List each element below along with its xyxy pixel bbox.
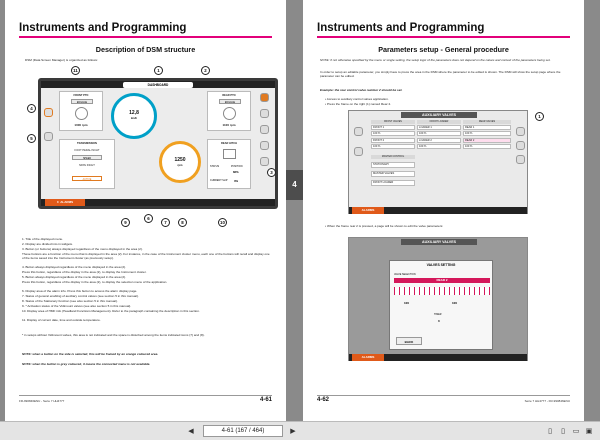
prev-page-icon[interactable]: ◀ bbox=[188, 427, 194, 435]
hitch-icon bbox=[223, 149, 236, 159]
page-footer bbox=[317, 395, 570, 407]
example: Example: the rear control valve number 2 should be set. bbox=[320, 88, 403, 92]
side-button[interactable] bbox=[516, 155, 525, 164]
valve-loader-1-pct: 100 % bbox=[417, 131, 461, 136]
valve-selection-label: VALVE SELECTION bbox=[394, 273, 416, 276]
callout-9: 9 bbox=[121, 218, 130, 227]
list-item: 4. Button always displayed regardless of the menu displayed in the area (2). bbox=[22, 265, 127, 269]
active-button[interactable]: ACTIVE bbox=[72, 176, 102, 181]
alarm-count: 0 bbox=[56, 200, 59, 204]
page-footer bbox=[19, 395, 272, 407]
page-number: 4-62 bbox=[317, 397, 330, 403]
next-page-icon[interactable]: ▶ bbox=[290, 427, 296, 435]
list-item: 2. Display are divided into in widgets. bbox=[22, 242, 73, 246]
side-button[interactable] bbox=[354, 147, 363, 156]
page-header bbox=[19, 18, 272, 38]
front-pto-label: FRONT PTO bbox=[73, 94, 89, 97]
callout-4: 4 bbox=[27, 104, 36, 113]
pto-icon bbox=[75, 107, 88, 120]
screen-title: AUXILIARY VALVES bbox=[401, 112, 477, 118]
list-item: 10. Display area of HMF info (Headland Functions Management). Refer to the paragraph containing the description in this section. bbox=[22, 309, 200, 313]
valve-rear-2[interactable]: REAR 2 bbox=[463, 138, 511, 143]
side-button[interactable] bbox=[516, 127, 525, 136]
valve-loader-2-pct: 100 % bbox=[417, 144, 461, 149]
timer-label: TIMER bbox=[434, 313, 442, 316]
page-number-box[interactable]: 4-61 (167 / 464) bbox=[203, 425, 283, 437]
col-front-valves: FRONT VALVES bbox=[371, 120, 415, 124]
valve-front-2-pct: 100 % bbox=[371, 144, 415, 149]
valve-rear-1[interactable]: REAR 1 bbox=[463, 125, 511, 130]
section-title: Parameters setup - General procedure bbox=[378, 45, 509, 54]
note: NOTE: if not otherwise specified by the menu or single setting, the setup logic of the parameters does not depend on the nature and context of the parameters being set. bbox=[320, 58, 551, 62]
right-page bbox=[303, 0, 584, 421]
fullscreen-icon[interactable]: ▣ bbox=[585, 427, 593, 435]
foot-pedal-label: FOOT PEDAL INCHT bbox=[74, 149, 100, 152]
speed-gauge bbox=[111, 93, 157, 139]
side-button-5[interactable] bbox=[260, 157, 269, 166]
master-control-label: MASTER CONTROL bbox=[371, 155, 415, 159]
engine-unit: rpm bbox=[177, 164, 183, 167]
transmission-label: TRANSMISSION bbox=[77, 142, 97, 145]
back-label: BACK bbox=[404, 340, 414, 344]
valve-rear-2-pct: 100 % bbox=[463, 144, 511, 149]
side-button-2[interactable] bbox=[260, 109, 269, 118]
list-item: 7. Status of general enabling of auxiliary control valves (see section 5 in this manual). bbox=[22, 294, 139, 298]
bullet-text: Access to auxiliary control valves application. bbox=[326, 97, 389, 101]
side-button-3[interactable] bbox=[260, 125, 269, 134]
rear-pto-widget[interactable] bbox=[207, 91, 251, 131]
front-rpm: 1000 rpm bbox=[74, 123, 88, 127]
footer-doc-id: Serie 7 HH4777 - FR-990846ENU bbox=[524, 399, 570, 403]
front-pto-widget[interactable] bbox=[59, 91, 103, 131]
fit-icon[interactable]: ▭ bbox=[572, 427, 580, 435]
dashboard-title: DASHBOARD bbox=[123, 82, 193, 88]
paragraph: In order to setup an editable parameter, you simply have to press the area in the DSM where the parameter to be edited is shown. The DSM will show the setup page where the parameter can be edited. bbox=[320, 70, 561, 79]
rear-hitch-widget[interactable] bbox=[207, 139, 251, 189]
page-header bbox=[317, 18, 570, 38]
speed-unit: km/h bbox=[130, 117, 138, 120]
callout-5: 5 bbox=[27, 134, 36, 143]
valve-selector[interactable]: REAR 2 bbox=[394, 278, 490, 283]
back-button[interactable] bbox=[396, 337, 422, 345]
two-page-icon[interactable]: ▯ bbox=[561, 427, 565, 435]
master-valves-item[interactable]: MASTER VALVES bbox=[371, 171, 415, 177]
side-button[interactable] bbox=[354, 127, 363, 136]
speed-button[interactable]: SPEED bbox=[72, 155, 102, 160]
front-loader-item[interactable]: FRONT LOADER bbox=[371, 180, 415, 186]
col-front-loader: FRONT LOADER bbox=[417, 120, 461, 124]
footnote: * in setups without Vidimount valves, this area is not indicated and the space is disturbed among the items indicated icons (7) and (8). bbox=[22, 333, 205, 337]
single-page-icon[interactable]: ▯ bbox=[548, 427, 552, 435]
valves-setting-dialog bbox=[389, 260, 493, 350]
pto-icon bbox=[223, 107, 236, 120]
callout-2: 2 bbox=[201, 66, 210, 75]
side-button-1[interactable] bbox=[260, 93, 269, 102]
slip-value: 3% bbox=[234, 179, 239, 183]
viewer-toolbar bbox=[0, 421, 600, 440]
callout-1: 1 bbox=[154, 66, 163, 75]
side-button[interactable] bbox=[516, 141, 525, 150]
bullet-2: • Press the frame on the right (1) named Rear 2. bbox=[325, 102, 392, 106]
flow-scale bbox=[394, 287, 490, 295]
screen-title: AUXILIARY VALVES bbox=[401, 239, 477, 245]
valve-loader-1[interactable]: LOADER 1 bbox=[417, 125, 461, 130]
status-label: STATUS bbox=[210, 165, 220, 168]
callout-1: 1 bbox=[535, 112, 544, 121]
header-title: Instruments and Programming bbox=[19, 22, 187, 34]
callout-6: 6 bbox=[144, 214, 153, 223]
callout-3: 3 bbox=[267, 168, 276, 177]
alarms-button[interactable]: ALARMS bbox=[352, 207, 384, 214]
side-button-4[interactable] bbox=[260, 141, 269, 150]
valve-front-1[interactable]: FRONT 1 bbox=[371, 125, 415, 130]
list-item: These buttons are a function of the menu that is displayed in the area (2). For instance, in the case of the Instrument cluster menu, each one of the buttons will recall and display one of the items saved into the Instrument cluster (as previously setup). bbox=[22, 252, 270, 261]
dsm-screen bbox=[38, 78, 278, 209]
valve-rear-1-pct: 100 % bbox=[463, 131, 511, 136]
engine-gauge bbox=[159, 141, 201, 183]
slip-label: CURRENT SLIP bbox=[210, 179, 228, 182]
position-label: POSITION bbox=[231, 165, 243, 168]
list-item: Press this button, regardless of the display in the area (2), to display the Instrument cluster. bbox=[22, 270, 147, 274]
application-menu-button[interactable] bbox=[44, 132, 53, 141]
flow-value-2[interactable]: 100 bbox=[452, 301, 458, 305]
position-value: 82% bbox=[233, 170, 239, 174]
speed-value: 12,8 bbox=[129, 110, 139, 116]
list-item: Press this button, regardless of the display in the area (2), to display the selection menu of the application. bbox=[22, 280, 168, 284]
valve-loader-2[interactable]: LOADER 2 bbox=[417, 138, 461, 143]
section-title: Description of DSM structure bbox=[95, 45, 196, 54]
left-page bbox=[5, 0, 286, 421]
col-rear-valves: REAR VALVES bbox=[463, 120, 511, 124]
list-item: 6. Display area of the alarm info. Press this button to access the alarm display page. bbox=[22, 289, 138, 293]
valve-front-2[interactable]: FRONT 2 bbox=[371, 138, 415, 143]
engine-value: 1250 bbox=[174, 157, 186, 163]
alarms-button[interactable] bbox=[45, 199, 85, 206]
stationary-item[interactable]: STATIONARY bbox=[371, 162, 415, 168]
note-1: NOTE: when a button on the side is selected, this will be framed by an orange coloured area. bbox=[22, 352, 159, 356]
list-item: 1. Title of the displayed menu. bbox=[22, 237, 64, 241]
callout-11: 11 bbox=[71, 66, 80, 75]
front-engage-button[interactable]: ENGAGE bbox=[71, 99, 93, 104]
list-item: 8. Status of the Stationary function (see also section 5 in this manual). bbox=[22, 299, 118, 303]
list-item: 11. Display of current date, time and outside temperature. bbox=[22, 318, 101, 322]
note-2: NOTE: when the button is grey coloured, it means the connected menu is not available. bbox=[22, 362, 151, 366]
bullet-text: When the frame rear 2 is pressed, a page will be shown to edit the valve parameters: bbox=[326, 224, 444, 228]
alarms-label: ALARMS bbox=[60, 200, 74, 204]
bullet-1: • Access to auxiliary control valves application. bbox=[325, 97, 389, 101]
header-title: Instruments and Programming bbox=[317, 22, 485, 34]
callout-10: 10 bbox=[218, 218, 227, 227]
rear-pto-label: REAR PTO bbox=[222, 94, 236, 97]
list-item: 3. Button (or buttons) always displayed regardless of the menu displayed in the area (2). bbox=[22, 247, 143, 251]
rear-hitch-label: REAR HITCH bbox=[221, 142, 237, 145]
rear-engage-button[interactable]: ENGAGE bbox=[219, 99, 241, 104]
list-item: 5. Button always displayed regardless of the menu displayed in the area (2). bbox=[22, 275, 127, 279]
page-number: 4-61 bbox=[259, 397, 272, 403]
bullet-3: • When the frame rear 2 is pressed, a page will be shown to edit the valve parameters: bbox=[325, 224, 444, 228]
timer-value[interactable]: 0 bbox=[438, 319, 440, 323]
chapter-tab: 4 bbox=[286, 170, 303, 200]
bullet-text: Press the frame on the right (1) named Rear 2. bbox=[326, 102, 392, 106]
dialog-title: VALVES SETTING bbox=[426, 263, 456, 267]
valves-setting-screen bbox=[348, 237, 528, 361]
transmission-widget[interactable] bbox=[59, 139, 115, 189]
instrument-cluster-button[interactable] bbox=[44, 108, 53, 117]
aux-valves-screen bbox=[348, 110, 528, 214]
rear-rpm: 1100 rpm bbox=[222, 123, 236, 127]
valve-front-1-pct: 100 % bbox=[371, 131, 415, 136]
list-item: 9. * Activation status of the Vidimount valves (see also section 5 in this manual). bbox=[22, 304, 132, 308]
callout-7: 7 bbox=[161, 218, 170, 227]
flow-value-1[interactable]: 100 bbox=[404, 301, 410, 305]
intro-text: DSM (Data Screen Manager) is organized as follows: bbox=[25, 58, 98, 62]
footer-doc-id: FR-990846ENU - Serie 7 HH4777 bbox=[19, 399, 65, 403]
callout-8: 8 bbox=[178, 218, 187, 227]
alarms-button[interactable]: ALARMS bbox=[352, 354, 384, 361]
nfph-label: NFPH INCHT bbox=[79, 164, 95, 167]
